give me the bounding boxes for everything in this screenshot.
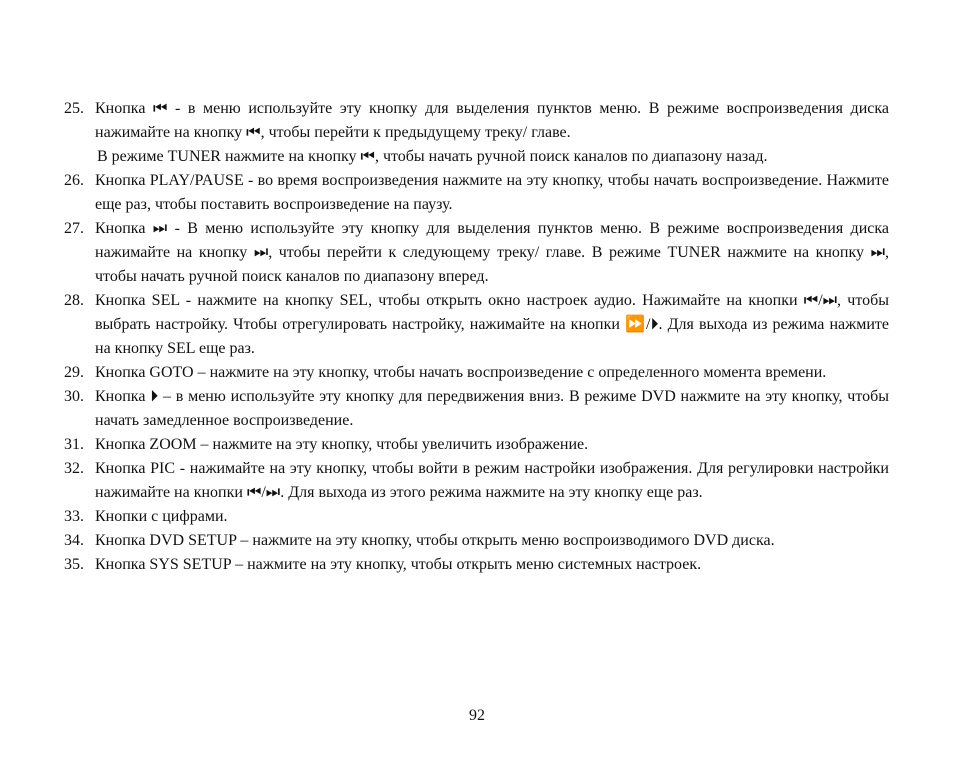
page-number: 92 — [469, 707, 485, 724]
list-item — [64, 433, 889, 457]
list-item — [64, 169, 889, 217]
button-description-list — [64, 97, 889, 577]
item-text: Кнопка SYS SETUP – нажмите на эту кнопку, чтобы открыть меню системных настроек. — [95, 556, 702, 573]
item-text: Кнопка SEL - нажмите на кнопку SEL, чтобы открыть окно настроек аудио. Нажимайте на кнопки ⏮/⏭, чтобы выбрать настройку. Чтобы отрегулировать настройку, нажимайте на кнопки ⏩/⏵. Для выхода из режима нажмите на кнопку SEL еще раз. — [95, 292, 889, 357]
item-number: 28. — [64, 292, 84, 309]
item-number: 27. — [64, 220, 84, 237]
item-number: 34. — [64, 532, 84, 549]
item-text: Кнопка ZOOM – нажмите на эту кнопку, чтобы увеличить изображение. — [95, 436, 589, 453]
item-number: 25. — [64, 100, 84, 117]
list-item — [64, 529, 889, 553]
item-text: Кнопка PIC - нажимайте на эту кнопку, чтобы войти в режим настройки изображения. Для регулировки настройки нажимайте на кнопки ⏮/⏭. Для выхода из этого режима нажмите на эту кнопку еще раз. — [95, 460, 889, 501]
item-text: Кнопка ⏭ - В меню используйте эту кнопку для выделения пунктов меню. В режиме воспроизведения диска нажимайте на кнопку ⏭, чтобы перейти к следующему треку/ главе. В режиме TUNER нажмите на кнопку ⏭, чтобы начать ручной поиск каналов по диапазону вперед. — [95, 220, 889, 285]
item-number: 30. — [64, 388, 84, 405]
item-number: 29. — [64, 364, 84, 381]
list-item — [64, 457, 889, 505]
item-text: Кнопка ⏮ - в меню используйте эту кнопку для выделения пунктов меню. В режиме воспроизведения диска нажимайте на кнопку ⏮, чтобы перейти к предыдущему треку/ главе. — [95, 100, 889, 141]
list-item — [64, 289, 889, 361]
item-number: 26. — [64, 172, 84, 189]
item-text: Кнопка PLAY/PAUSE - во время воспроизведения нажмите на эту кнопку, чтобы начать воспроизведение. Нажмите еще раз, чтобы поставить воспроизведение на паузу. — [95, 172, 889, 213]
item-text: Кнопки с цифрами. — [95, 508, 228, 525]
item-text: Кнопка DVD SETUP – нажмите на эту кнопку, чтобы открыть меню воспроизводимого DVD диска. — [95, 532, 775, 549]
item-continuation: В режиме TUNER нажмите на кнопку ⏮, чтобы начать ручной поиск каналов по диапазону назад. — [97, 148, 768, 165]
item-text: Кнопка ⏵ – в меню используйте эту кнопку для передвижения вниз. В режиме DVD нажмите на эту кнопку, чтобы начать замедленное воспроизведение. — [95, 388, 889, 429]
list-item — [64, 97, 889, 145]
item-number: 31. — [64, 436, 84, 453]
item-number: 33. — [64, 508, 84, 525]
item-number: 32. — [64, 460, 84, 477]
item-number: 35. — [64, 556, 84, 573]
list-item — [64, 385, 889, 433]
list-item — [64, 553, 889, 577]
list-item — [64, 361, 889, 385]
list-item — [64, 217, 889, 289]
list-item — [64, 505, 889, 529]
item-text: Кнопка GOTO – нажмите на эту кнопку, чтобы начать воспроизведение с определенного момента времени. — [95, 364, 827, 381]
